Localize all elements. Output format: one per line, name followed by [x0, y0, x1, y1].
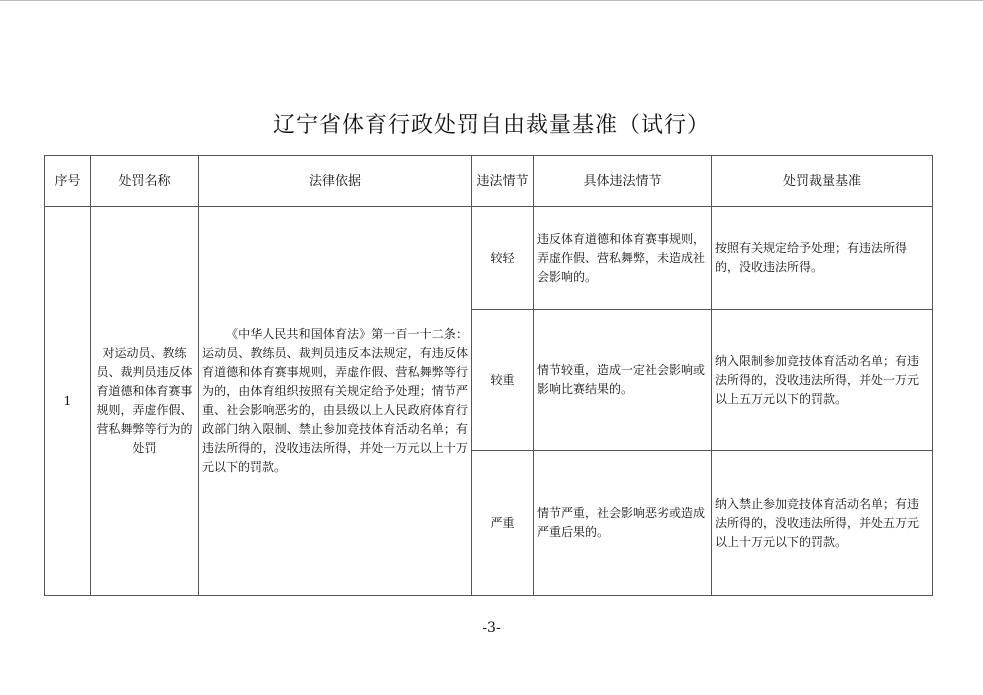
standard-minor: 按照有关规定给予处理；有违法所得的，没收违法所得。 [712, 207, 933, 310]
standard-severe: 纳入禁止参加竞技体育活动名单；有违法所得的，没收违法所得，并处五万元以上十万元以下的罚款。 [712, 451, 933, 596]
level-severe: 严重 [472, 451, 534, 596]
level-moderate: 较重 [472, 310, 534, 451]
legal-basis [199, 207, 472, 596]
level-minor: 较轻 [472, 207, 534, 310]
detail-severe: 情节严重，社会影响恶劣或造成严重后果的。 [534, 451, 712, 596]
header-legal-basis: 法律依据 [199, 156, 472, 207]
table-row [45, 207, 933, 310]
penalty-name: 对运动员、教练员、裁判员违反体育道德和体育赛事规则，弄虚作假、营私舞弊等行为的处罚 [91, 207, 199, 596]
table-header-row [45, 156, 933, 207]
header-violation-level: 违法情节 [472, 156, 534, 207]
detail-moderate: 情节较重，造成一定社会影响或影响比赛结果的。 [534, 310, 712, 451]
page-number: -3- [482, 620, 501, 636]
document-title: 辽宁省体育行政处罚自由裁量基准（试行） [272, 113, 710, 138]
header-penalty-standard: 处罚裁量基准 [712, 156, 933, 207]
detail-minor: 违反体育道德和体育赛事规则，弄虚作假、营私舞弊，未造成社会影响的。 [534, 207, 712, 310]
legal-basis-text: 《中华人民共和国体育法》第一百一十二条：运动员、教练员、裁判员违反本法规定，有违反体育道德和体育赛事规则，弄虚作假、营私舞弊等行为的，由体育组织按照有关规定给予处理；情节严重、社会影响恶劣的，由县级以上人民政府体育行政部门纳入限制、禁止参加竞技体育活动名单；有违法所得的，没收违法所得，并处一万元以上十万元以下的罚款。 [202, 327, 468, 474]
standard-moderate: 纳入限制参加竞技体育活动名单；有违法所得的，没收违法所得，并处一万元以上五万元以下的罚款。 [712, 310, 933, 451]
header-index: 序号 [45, 156, 91, 207]
top-rule [0, 0, 983, 1]
row-index: 1 [45, 207, 91, 596]
header-penalty-name: 处罚名称 [91, 156, 199, 207]
discretion-table [44, 155, 933, 596]
header-violation-detail: 具体违法情节 [534, 156, 712, 207]
